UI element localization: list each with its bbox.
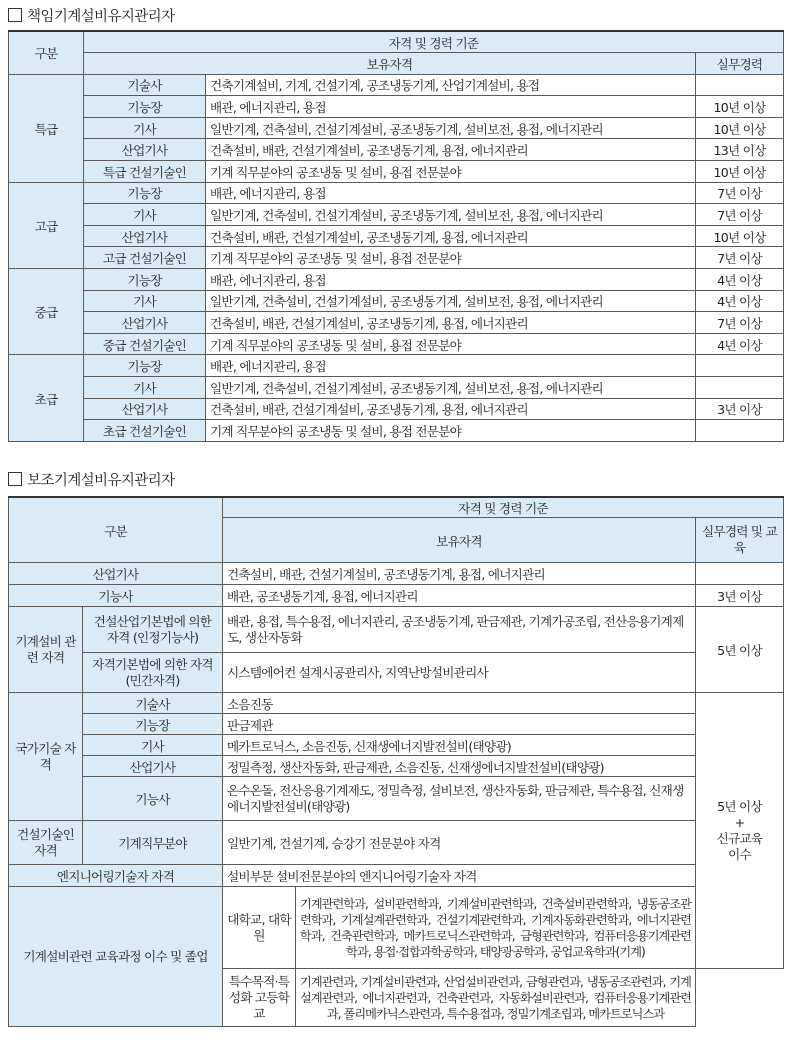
table-row xyxy=(9,225,784,247)
table-row xyxy=(9,398,784,420)
grade-cell: 특급 xyxy=(9,74,84,182)
table-row xyxy=(9,290,784,312)
qualification-type-cell: 기능장 xyxy=(84,269,206,291)
qualification-type-cell: 특급 건설기술인 xyxy=(84,161,206,183)
assistant-manager-table xyxy=(8,496,784,1027)
qualification-cell: 기계관련과, 기계설비관련과, 산업설비관련과, 금형관련과, 냉동공조관련과, 기계설계관련과, 에너지관련과, 건축관련과, 자동화설비관련과, 컴퓨터응용기계관련과, 폴리메카닉스관련과, 특수용접과, 정밀기계조립과, 메카트로닉스과 xyxy=(296,969,696,1027)
table-row xyxy=(9,269,784,291)
header-gubun: 구분 xyxy=(9,31,84,74)
qualification-cell: 메카트로닉스, 소음진동, 신재생에너지발전설비(태양광) xyxy=(223,735,696,756)
qualification-type-cell: 기능장 xyxy=(84,355,206,377)
experience-cell xyxy=(696,563,784,585)
category-construction-qualification: 건설기술인 자격 xyxy=(9,821,83,865)
sub-category-cell: 대학교, 대학원 xyxy=(223,887,296,969)
checkbox-square-icon xyxy=(8,8,22,22)
qualification-list-cell: 기계 직무분야의 공조냉동 및 설비, 용접 전문분야 xyxy=(206,161,696,183)
qualification-list-cell: 일반기계, 건축설비, 건설기계설비, 공조냉동기계, 설비보전, 용접, 에너지관리 xyxy=(206,204,696,226)
qualification-list-cell: 건축설비, 배관, 건설기계설비, 공조냉동기계, 용접, 에너지관리 xyxy=(206,139,696,161)
qualification-list-cell: 일반기계, 건축설비, 건설기계설비, 공조냉동기계, 설비보전, 용접, 에너지관리 xyxy=(206,377,696,399)
sub-category-cell: 기술사 xyxy=(83,693,223,714)
table-row xyxy=(9,420,784,442)
merged-experience-cell xyxy=(696,693,784,969)
qualification-list-cell: 건축기계설비, 기계, 건설기계, 공조냉동기계, 산업기계설비, 용접 xyxy=(206,74,696,96)
experience-cell: 5년 이상 xyxy=(696,607,784,693)
grade-cell: 중급 xyxy=(9,269,84,355)
qualification-cell: 배관, 공조냉동기계, 용접, 에너지관리 xyxy=(223,585,696,607)
header-qualification: 보유자격 xyxy=(223,518,696,563)
section1-title: 책임기계설비유지관리자 xyxy=(8,5,174,26)
experience-cell: 10년 이상 xyxy=(696,161,784,183)
qualification-cell: 온수온돌, 전산응용기계제도, 정밀측정, 설비보전, 생산자동화, 판금제관, 특수용접, 신재생에너지발전설비(태양광) xyxy=(223,777,696,821)
qualification-list-cell: 건축설비, 배관, 건설기계설비, 공조냉동기계, 용접, 에너지관리 xyxy=(206,398,696,420)
qualification-cell: 배관, 용접, 특수용접, 에너지관리, 공조냉동기계, 판금제관, 기계가공조립, 전산응용기계제도, 생산자동화 xyxy=(223,607,696,653)
qualification-cell: 건축설비, 배관, 건설기계설비, 공조냉동기계, 용접, 에너지관리 xyxy=(223,563,696,585)
header-criteria: 자격 및 경력 기준 xyxy=(84,31,784,53)
sub-category-cell: 특수목적·특성화 고등학교 xyxy=(223,969,296,1027)
merged-exp-line: + xyxy=(734,814,745,830)
qualification-list-cell: 배관, 에너지관리, 용접 xyxy=(206,182,696,204)
table-row xyxy=(9,355,784,377)
experience-cell: 7년 이상 xyxy=(696,204,784,226)
qualification-type-cell: 산업기사 xyxy=(84,139,206,161)
qualification-list-cell: 기계 직무분야의 공조냉동 및 설비, 용접 전문분야 xyxy=(206,420,696,442)
experience-cell: 13년 이상 xyxy=(696,139,784,161)
experience-cell xyxy=(696,420,784,442)
experience-cell: 7년 이상 xyxy=(696,247,784,269)
qualification-type-cell: 기능장 xyxy=(84,182,206,204)
qualification-list-cell: 배관, 에너지관리, 용접 xyxy=(206,355,696,377)
qualification-cell: 설비부문 설비전문분야의 엔지니어링기술자 자격 xyxy=(223,865,696,887)
qualification-type-cell: 고급 건설기술인 xyxy=(84,247,206,269)
table-row xyxy=(9,139,784,161)
experience-cell: 7년 이상 xyxy=(696,312,784,334)
qualification-type-cell: 기사 xyxy=(84,290,206,312)
category-engineering-qualification: 엔지니어링기술자 자격 xyxy=(9,865,223,887)
qualification-cell: 정밀측정, 생산자동화, 판금제관, 소음진동, 신재생에너지발전설비(태양광) xyxy=(223,756,696,777)
experience-cell: 4년 이상 xyxy=(696,290,784,312)
experience-cell: 10년 이상 xyxy=(696,96,784,118)
experience-cell: 3년 이상 xyxy=(696,398,784,420)
header-experience: 실무경력 xyxy=(696,53,784,75)
qualification-cell: 소음진동 xyxy=(223,693,696,714)
experience-cell xyxy=(696,74,784,96)
merged-exp-line: 이수 xyxy=(728,846,751,862)
qualification-type-cell: 산업기사 xyxy=(84,225,206,247)
row-label-sanup: 산업기사 xyxy=(9,563,223,585)
qualification-list-cell: 배관, 에너지관리, 용접 xyxy=(206,269,696,291)
merged-exp-line: 5년 이상 xyxy=(717,798,762,814)
qualification-list-cell: 일반기계, 건축설비, 건설기계설비, 공조냉동기계, 설비보전, 용접, 에너지관리 xyxy=(206,290,696,312)
qualification-type-cell: 초급 건설기술인 xyxy=(84,420,206,442)
qualification-type-cell: 산업기사 xyxy=(84,398,206,420)
category-national-qualification: 국가기술 자격 xyxy=(9,693,83,821)
qualification-type-cell: 중급 건설기술인 xyxy=(84,333,206,355)
row-label-gineungsa: 기능사 xyxy=(9,585,223,607)
table-row xyxy=(9,377,784,399)
sub-category-cell: 기능장 xyxy=(83,714,223,735)
sub-category-cell: 기사 xyxy=(83,735,223,756)
table-row xyxy=(9,312,784,334)
experience-cell xyxy=(696,377,784,399)
table-row xyxy=(9,247,784,269)
header-criteria: 자격 및 경력 기준 xyxy=(223,497,784,518)
section2-title: 보조기계설비유지관리자 xyxy=(8,469,174,490)
header-qualification: 보유자격 xyxy=(84,53,696,75)
qualification-type-cell: 기사 xyxy=(84,204,206,226)
qualification-cell: 일반기계, 건설기계, 승강기 전문분야 자격 xyxy=(223,821,696,865)
experience-cell: 4년 이상 xyxy=(696,333,784,355)
qualification-list-cell: 기계 직무분야의 공조냉동 및 설비, 용접 전문분야 xyxy=(206,247,696,269)
sub-category-cell: 기능사 xyxy=(83,777,223,821)
header-experience-education: 실무경력 및 교육 xyxy=(696,518,784,563)
qualification-list-cell: 건축설비, 배관, 건설기계설비, 공조냉동기계, 용접, 에너지관리 xyxy=(206,225,696,247)
table-row xyxy=(9,161,784,183)
experience-cell: 10년 이상 xyxy=(696,117,784,139)
qualification-cell: 판금제관 xyxy=(223,714,696,735)
table-row xyxy=(9,74,784,96)
qualification-cell: 시스템에어컨 설계시공관리사, 지역난방설비관리사 xyxy=(223,653,696,693)
header-gubun: 구분 xyxy=(9,497,223,563)
experience-cell: 3년 이상 xyxy=(696,585,784,607)
table-row xyxy=(9,96,784,118)
sub-category-cell: 건설산업기본법에 의한 자격 (인정기능사) xyxy=(83,607,223,653)
experience-cell xyxy=(696,355,784,377)
qualification-list-cell: 배관, 에너지관리, 용접 xyxy=(206,96,696,118)
table-row xyxy=(9,182,784,204)
merged-exp-line: 신규교육 xyxy=(716,830,763,846)
category-related-qualification: 기계설비 관련 자격 xyxy=(9,607,83,693)
qualification-type-cell: 기능장 xyxy=(84,96,206,118)
qualification-list-cell: 일반기계, 건축설비, 건설기계설비, 공조냉동기계, 설비보전, 용접, 에너지관리 xyxy=(206,117,696,139)
senior-manager-table xyxy=(8,30,784,442)
qualification-type-cell: 산업기사 xyxy=(84,312,206,334)
qualification-list-cell: 기계 직무분야의 공조냉동 및 설비, 용접 전문분야 xyxy=(206,333,696,355)
qualification-type-cell: 기사 xyxy=(84,377,206,399)
table-row xyxy=(9,117,784,139)
experience-cell: 7년 이상 xyxy=(696,182,784,204)
sub-category-cell: 자격기본법에 의한 자격 (민간자격) xyxy=(83,653,223,693)
experience-cell: 10년 이상 xyxy=(696,225,784,247)
qualification-type-cell: 기술사 xyxy=(84,74,206,96)
qualification-cell: 기계관련학과, 설비관련학과, 기계설비관련학과, 건축설비관련학과, 냉동공조관련학과, 기계설계관련학과, 건설기계관련학과, 기계자동화관련학과, 에너지관련학과, 건축관련학과, 메카트로닉스관련학과, 금형관련학과, 컴퓨터응용기계관련학과, 용접·접합과학공학과, 태양광공학과, 공업교육학과(기계) xyxy=(296,887,696,969)
table-row xyxy=(9,204,784,226)
grade-cell: 고급 xyxy=(9,182,84,268)
category-education: 기계설비관련 교육과정 이수 및 졸업 xyxy=(9,887,223,1027)
sub-category-cell: 기계직무분야 xyxy=(83,821,223,865)
table-row xyxy=(9,333,784,355)
qualification-list-cell: 건축설비, 배관, 건설기계설비, 공조냉동기계, 용접, 에너지관리 xyxy=(206,312,696,334)
sub-category-cell: 산업기사 xyxy=(83,756,223,777)
experience-cell: 4년 이상 xyxy=(696,269,784,291)
grade-cell: 초급 xyxy=(9,355,84,441)
qualification-type-cell: 기사 xyxy=(84,117,206,139)
checkbox-square-icon xyxy=(8,472,22,486)
